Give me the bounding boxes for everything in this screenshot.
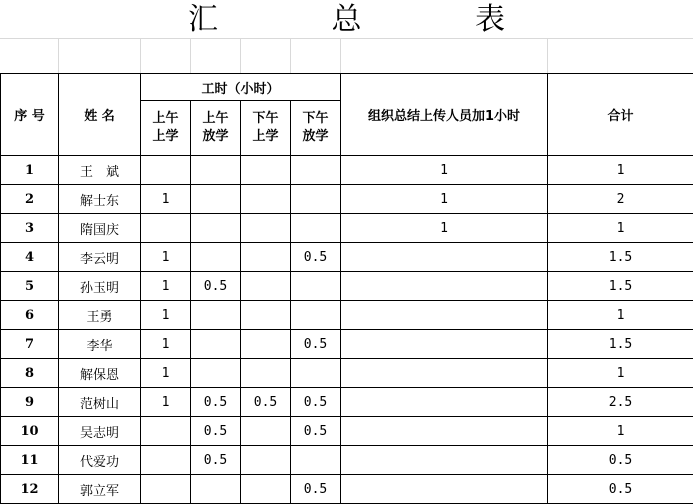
cell-am-leave	[191, 185, 241, 214]
cell-seq: 5	[1, 272, 59, 301]
cell-seq: 10	[1, 417, 59, 446]
gridline	[340, 38, 341, 73]
cell-pm-arrive: 0.5	[241, 388, 291, 417]
cell-am-leave	[191, 301, 241, 330]
cell-pm-arrive	[241, 359, 291, 388]
cell-extra: 1	[341, 185, 548, 214]
cell-total: 0.5	[548, 475, 693, 504]
cell-am-arrive	[141, 156, 191, 185]
cell-total: 1.5	[548, 272, 693, 301]
header-am-leave: 上午 放学	[191, 101, 241, 156]
gridline	[190, 38, 191, 73]
cell-am-leave: 0.5	[191, 446, 241, 475]
cell-am-arrive	[141, 446, 191, 475]
cell-pm-arrive	[241, 272, 291, 301]
cell-pm-arrive	[241, 243, 291, 272]
cell-am-leave	[191, 214, 241, 243]
cell-name: 孙玉明	[59, 272, 141, 301]
cell-seq: 1	[1, 156, 59, 185]
table-row	[1, 388, 693, 417]
cell-pm-arrive	[241, 156, 291, 185]
cell-name: 李华	[59, 330, 141, 359]
cell-am-leave: 0.5	[191, 272, 241, 301]
cell-pm-leave	[291, 272, 341, 301]
cell-seq: 8	[1, 359, 59, 388]
cell-am-arrive: 1	[141, 388, 191, 417]
header-name: 姓 名	[59, 74, 141, 156]
gridline	[547, 38, 548, 73]
table-row	[1, 475, 693, 504]
cell-name: 郭立军	[59, 475, 141, 504]
header-pm-leave: 下午 放学	[291, 101, 341, 156]
cell-extra	[341, 388, 548, 417]
cell-extra	[341, 243, 548, 272]
cell-name: 代爱功	[59, 446, 141, 475]
cell-name: 王勇	[59, 301, 141, 330]
header-extra: 组织总结上传人员加1小时	[341, 74, 548, 156]
gridline	[240, 38, 241, 73]
cell-am-leave	[191, 475, 241, 504]
cell-am-leave	[191, 243, 241, 272]
cell-total: 1.5	[548, 243, 693, 272]
cell-am-arrive: 1	[141, 359, 191, 388]
table-row	[1, 330, 693, 359]
cell-extra	[341, 417, 548, 446]
cell-extra: 1	[341, 214, 548, 243]
cell-pm-leave: 0.5	[291, 388, 341, 417]
table-row	[1, 301, 693, 330]
cell-total: 1	[548, 156, 693, 185]
cell-total: 2	[548, 185, 693, 214]
cell-name: 王 斌	[59, 156, 141, 185]
cell-pm-leave: 0.5	[291, 475, 341, 504]
cell-pm-arrive	[241, 417, 291, 446]
cell-pm-arrive	[241, 475, 291, 504]
table-row	[1, 243, 693, 272]
cell-total: 1	[548, 301, 693, 330]
cell-seq: 12	[1, 475, 59, 504]
header-am-arrive: 上午 上学	[141, 101, 191, 156]
cell-pm-arrive	[241, 185, 291, 214]
cell-am-arrive	[141, 214, 191, 243]
cell-extra: 1	[341, 156, 548, 185]
table-row	[1, 417, 693, 446]
header-pm-arrive: 下午 上学	[241, 101, 291, 156]
cell-pm-leave: 0.5	[291, 330, 341, 359]
cell-total: 0.5	[548, 446, 693, 475]
cell-total: 2.5	[548, 388, 693, 417]
cell-pm-arrive	[241, 301, 291, 330]
table-row	[1, 359, 693, 388]
cell-seq: 4	[1, 243, 59, 272]
cell-seq: 2	[1, 185, 59, 214]
sheet-title: 汇 总 表	[187, 2, 558, 37]
table-row	[1, 185, 693, 214]
cell-seq: 9	[1, 388, 59, 417]
cell-extra	[341, 330, 548, 359]
cell-name: 解士东	[59, 185, 141, 214]
gridline	[58, 38, 59, 73]
cell-pm-leave: 0.5	[291, 417, 341, 446]
cell-am-leave: 0.5	[191, 388, 241, 417]
cell-am-arrive: 1	[141, 243, 191, 272]
cell-name: 隋国庆	[59, 214, 141, 243]
header-work-hours: 工时（小时）	[141, 74, 341, 101]
cell-am-leave	[191, 330, 241, 359]
cell-am-arrive: 1	[141, 301, 191, 330]
cell-name: 范树山	[59, 388, 141, 417]
cell-total: 1.5	[548, 330, 693, 359]
cell-pm-arrive	[241, 330, 291, 359]
cell-extra	[341, 301, 548, 330]
cell-total: 1	[548, 359, 693, 388]
header-seq: 序 号	[1, 74, 59, 156]
cell-pm-leave	[291, 156, 341, 185]
cell-pm-leave	[291, 301, 341, 330]
cell-seq: 11	[1, 446, 59, 475]
cell-am-leave	[191, 156, 241, 185]
cell-seq: 7	[1, 330, 59, 359]
blank-row	[0, 38, 693, 73]
table-row	[1, 272, 693, 301]
cell-pm-arrive	[241, 214, 291, 243]
cell-name: 李云明	[59, 243, 141, 272]
cell-total: 1	[548, 214, 693, 243]
cell-name: 解保恩	[59, 359, 141, 388]
table-row	[1, 446, 693, 475]
cell-name: 吴志明	[59, 417, 141, 446]
cell-am-arrive: 1	[141, 185, 191, 214]
title-row	[0, 0, 693, 39]
cell-am-arrive: 1	[141, 272, 191, 301]
cell-extra	[341, 446, 548, 475]
cell-seq: 6	[1, 301, 59, 330]
cell-am-arrive	[141, 417, 191, 446]
cell-pm-leave	[291, 446, 341, 475]
cell-pm-leave	[291, 185, 341, 214]
hours-table	[0, 73, 693, 504]
gridline	[290, 38, 291, 73]
cell-extra	[341, 359, 548, 388]
header-total: 合计	[548, 74, 693, 156]
table-row	[1, 214, 693, 243]
cell-pm-arrive	[241, 446, 291, 475]
cell-am-leave	[191, 359, 241, 388]
cell-am-arrive: 1	[141, 330, 191, 359]
cell-total: 1	[548, 417, 693, 446]
cell-pm-leave	[291, 359, 341, 388]
cell-seq: 3	[1, 214, 59, 243]
cell-pm-leave	[291, 214, 341, 243]
cell-am-arrive	[141, 475, 191, 504]
gridline	[140, 38, 141, 73]
table-row	[1, 156, 693, 185]
cell-pm-leave: 0.5	[291, 243, 341, 272]
cell-extra	[341, 475, 548, 504]
cell-am-leave: 0.5	[191, 417, 241, 446]
cell-extra	[341, 272, 548, 301]
